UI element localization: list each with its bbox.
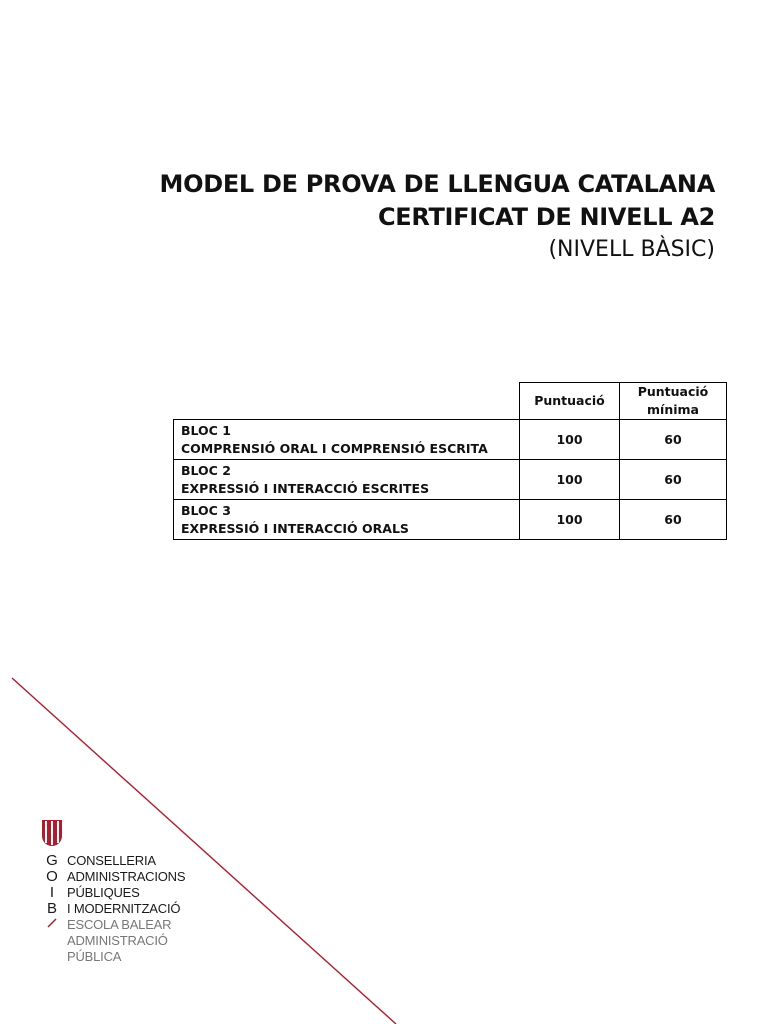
logo-line: ADMINISTRACIÓ	[67, 933, 168, 948]
goib-letter: O	[46, 868, 58, 885]
min-score-cell: 60	[620, 420, 727, 460]
bloc-name: EXPRESSIÓ I INTERACCIÓ ESCRITES	[181, 480, 430, 496]
bloc-label-cell	[174, 500, 520, 540]
goib-letters	[45, 853, 59, 933]
table-row	[174, 500, 727, 540]
score-cell: 100	[520, 420, 620, 460]
institution-name	[67, 853, 185, 965]
bloc-name: COMPRENSIÓ ORAL I COMPRENSIÓ ESCRITA	[181, 440, 488, 456]
bloc-label-cell	[174, 420, 520, 460]
bloc-number: BLOC 2	[181, 462, 231, 478]
bloc-name: EXPRESSIÓ I INTERACCIÓ ORALS	[181, 520, 409, 536]
score-cell: 100	[520, 500, 620, 540]
min-score-cell: 60	[620, 460, 727, 500]
table-row	[174, 460, 727, 500]
bloc-label-cell	[174, 460, 520, 500]
document-title	[160, 168, 715, 266]
header-puntuacio-minima: Puntuació mínima	[620, 383, 727, 420]
title-line-3: (NIVELL BÀSIC)	[548, 237, 715, 262]
logo-line: I MODERNITZACIÓ	[67, 901, 181, 916]
title-line-1: MODEL DE PROVA DE LLENGUA CATALANA	[159, 170, 715, 198]
goib-letter: I	[49, 884, 55, 901]
logo-line: ADMINISTRACIONS	[67, 869, 186, 884]
logo-line: PÚBLICA	[67, 949, 122, 964]
goib-letter: G	[46, 852, 58, 869]
header-puntuacio: Puntuació	[520, 383, 620, 420]
logo-line: ESCOLA BALEAR	[67, 917, 172, 932]
title-line-2: CERTIFICAT DE NIVELL A2	[377, 203, 715, 231]
bloc-number: BLOC 3	[181, 502, 231, 518]
scores-table	[173, 382, 727, 540]
table-row	[174, 420, 727, 460]
goib-letter: B	[46, 900, 57, 917]
logo-line: PÚBLIQUES	[67, 885, 140, 900]
score-cell: 100	[520, 460, 620, 500]
red-slash-icon	[45, 917, 59, 929]
bloc-number: BLOC 1	[181, 422, 231, 438]
logo-line: CONSELLERIA	[67, 853, 156, 868]
min-score-cell: 60	[620, 500, 727, 540]
goib-emblem-icon	[40, 818, 64, 848]
empty-header-cell	[174, 383, 520, 420]
